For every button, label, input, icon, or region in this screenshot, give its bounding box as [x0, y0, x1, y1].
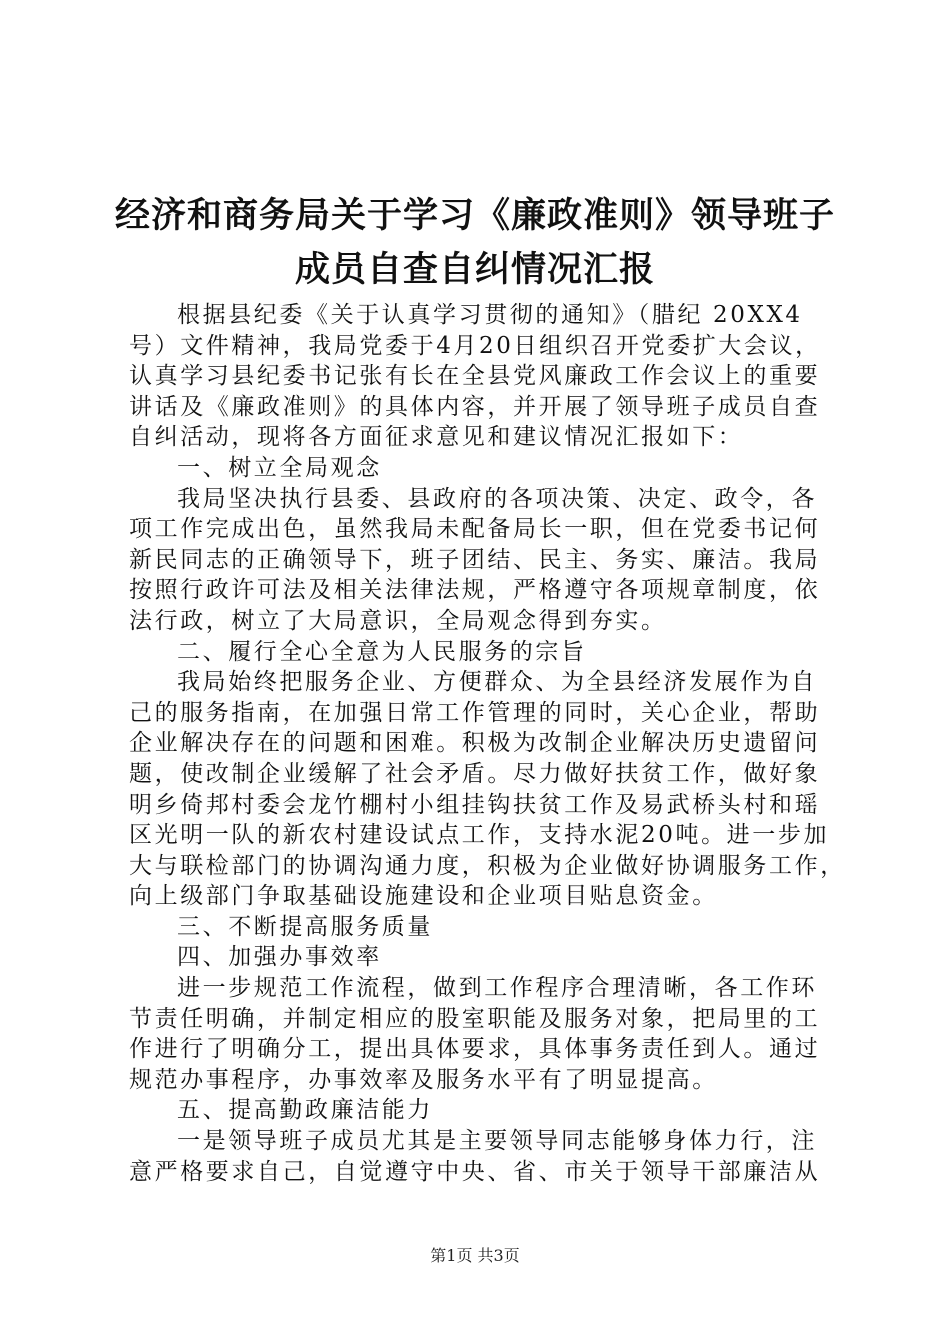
body-text-line: 进一步规范工作流程，做到工作程序合理清晰，各工作环 [177, 975, 817, 1002]
body-text-line: 明乡倚邦村委会龙竹棚村小组挂钩扶贫工作及易武桥头村和瑶 [129, 791, 821, 818]
body-text-line: 向上级部门争取基础设施建设和企业项目贴息资金。 [129, 883, 718, 910]
body-text-line: 五、提高勤政廉洁能力 [177, 1097, 433, 1124]
body-text-line: 法行政，树立了大局意识，全局观念得到夯实。 [129, 607, 667, 634]
body-text-line: 区光明一队的新农村建设试点工作，支持水泥20吨。进一步加 [129, 822, 830, 849]
document-title-line-2: 成员自查自纠情况汇报 [294, 250, 655, 290]
body-text-line: 按照行政许可法及相关法律法规，严格遵守各项规章制度，依 [129, 577, 821, 604]
body-text-line: 我局坚决执行县委、县政府的各项决策、决定、政令，各 [177, 485, 817, 512]
body-text-line: 二、履行全心全意为人民服务的宗旨 [177, 638, 587, 665]
body-text-line: 根据县纪委《关于认真学习贯彻的通知》（腊纪 20XX4 [177, 302, 803, 328]
body-text-line: 作进行了明确分工，提出具体要求，具体事务责任到人。通过 [129, 1036, 821, 1063]
body-text-line: 认真学习县纪委书记张有长在全县党风廉政工作会议上的重要 [129, 363, 821, 390]
body-text-line: 讲话及《廉政准则》的具体内容，并开展了领导班子成员自查 [129, 393, 821, 420]
document-body [129, 300, 846, 1187]
body-text-line: 己的服务指南，在加强日常工作管理的同时，关心企业，帮助 [129, 699, 821, 726]
body-text-line: 意严格要求自己，自觉遵守中央、省、市关于领导干部廉洁从 [129, 1158, 821, 1185]
body-text-line: 节责任明确，并制定相应的股室职能及服务对象，把局里的工 [129, 1005, 821, 1032]
body-text-line: 项工作完成出色，虽然我局未配备局长一职，但在党委书记何 [129, 516, 821, 543]
body-text-line: 一、树立全局观念 [177, 454, 382, 481]
document-title-line-1: 经济和商务局关于学习《廉政准则》领导班子 [114, 196, 835, 236]
body-text-line: 自纠活动，现将各方面征求意见和建议情况汇报如下： [129, 424, 744, 451]
page-number-footer: 第1页 共3页 [430, 1246, 520, 1265]
body-text-line: 大与联检部门的协调沟通力度，积极为企业做好协调服务工作， [129, 852, 846, 879]
body-text-line: 一是领导班子成员尤其是主要领导同志能够身体力行，注 [177, 1128, 817, 1155]
body-text-line: 三、不断提高服务质量 [177, 913, 433, 940]
body-text-line: 规范办事程序，办事效率及服务水平有了明显提高。 [129, 1066, 718, 1093]
body-text-line: 号）文件精神，我局党委于4月20日组织召开党委扩大会议， [129, 332, 821, 359]
body-text-line: 四、加强办事效率 [177, 944, 382, 971]
body-text-line: 新民同志的正确领导下，班子团结、民主、务实、廉洁。我局 [129, 546, 821, 573]
body-text-line: 题，使改制企业缓解了社会矛盾。尽力做好扶贫工作，做好象 [129, 760, 821, 787]
body-text-line: 我局始终把服务企业、方便群众、为全县经济发展作为自 [177, 669, 817, 696]
body-text-line: 企业解决存在的问题和困难。积极为改制企业解决历史遗留问 [129, 730, 821, 757]
